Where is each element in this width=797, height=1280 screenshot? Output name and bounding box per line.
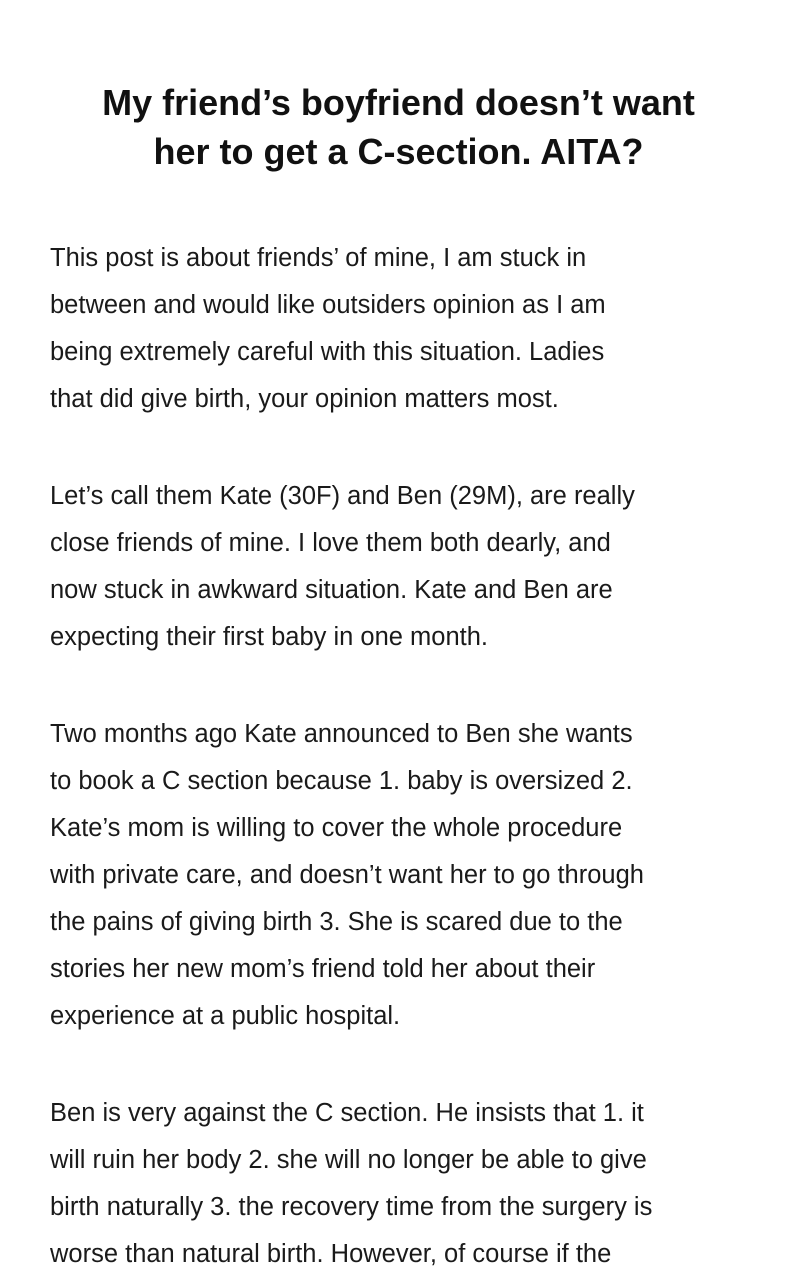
text-line: birth naturally 3. the recovery time from the surgery is [50,1193,653,1221]
paragraph-4 [50,1090,760,1278]
article-body [50,235,760,1278]
text-line: Let’s call them Kate (30F) and Ben (29M), are really [50,482,635,510]
text-line: worse than natural birth. However, of course if the [50,1240,612,1268]
text-line: will ruin her body 2. she will no longer be able to give [50,1146,647,1174]
article-title-line: her to get a C-section. AITA? [153,131,644,172]
article-title-line: My friend’s boyfriend doesn’t want [102,82,695,123]
text-line: stories her new mom’s friend told her about their [50,955,596,983]
text-line: now stuck in awkward situation. Kate and Ben are [50,576,613,604]
text-line: experience at a public hospital. [50,1002,401,1030]
text-line: This post is about friends’ of mine, I am stuck in [50,244,587,272]
text-line: the pains of giving birth 3. She is scared due to the [50,908,623,936]
text-line: with private care, and doesn’t want her to go through [50,861,644,889]
text-line: between and would like outsiders opinion as I am [50,291,606,319]
text-line: Kate’s mom is willing to cover the whole procedure [50,814,623,842]
text-line: Ben is very against the C section. He insists that 1. it [50,1099,644,1127]
article-title [40,78,757,176]
text-line: close friends of mine. I love them both dearly, and [50,529,611,557]
text-line: Two months ago Kate announced to Ben she wants [50,720,633,748]
text-line: to book a C section because 1. baby is oversized 2. [50,767,633,795]
text-line: that did give birth, your opinion matters most. [50,385,559,413]
text-line: expecting their first baby in one month. [50,623,488,651]
text-line: being extremely careful with this situation. Ladies [50,338,605,366]
paragraph-2 [50,473,760,661]
paragraph-3 [50,711,760,1040]
paragraph-1 [50,235,760,423]
